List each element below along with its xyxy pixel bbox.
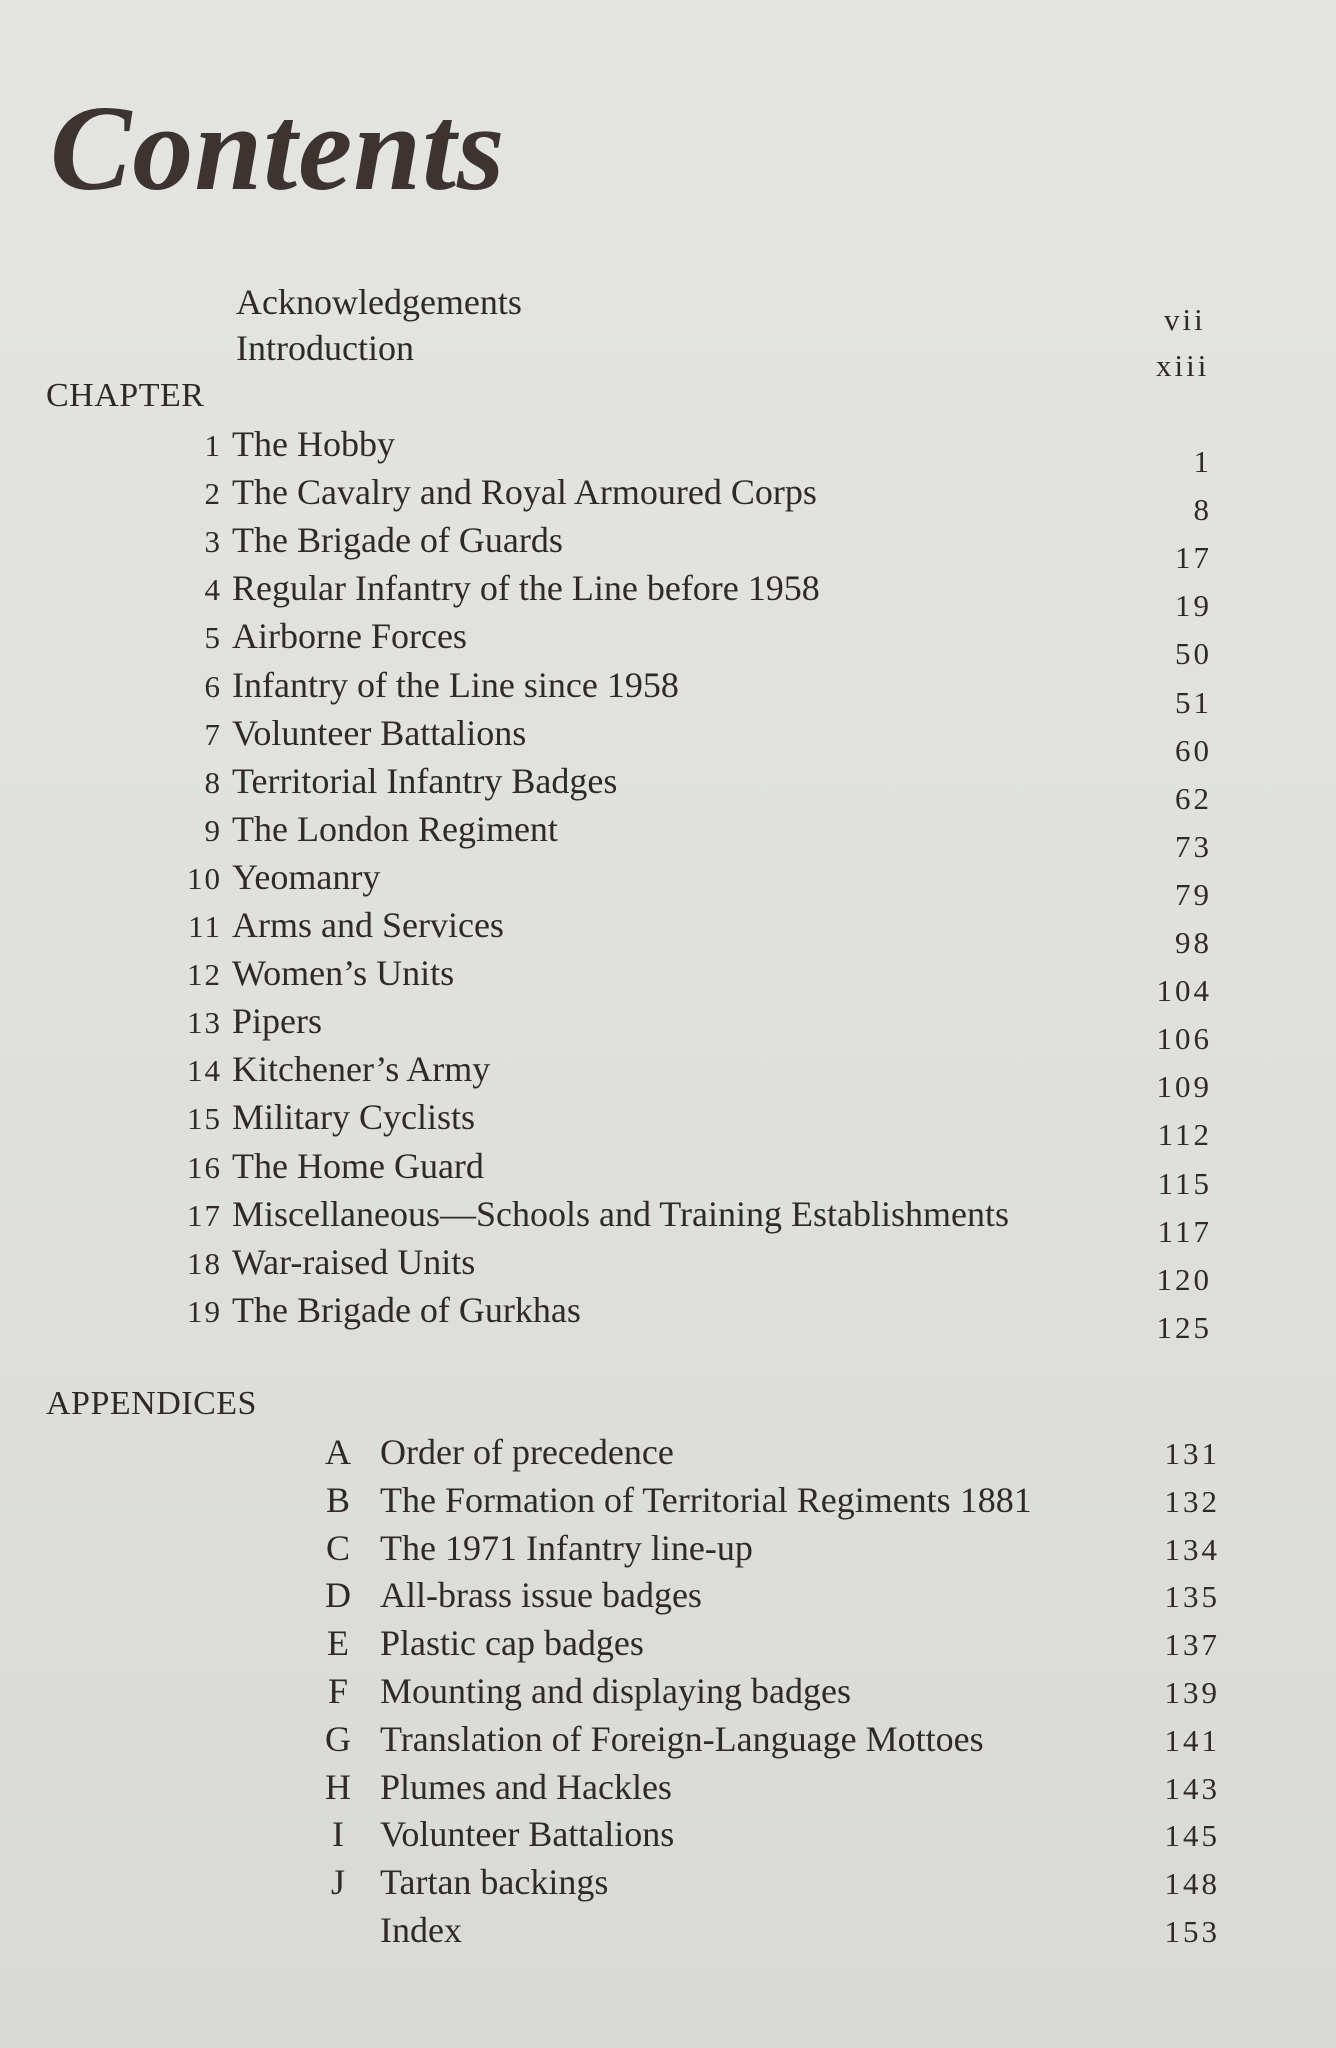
page-title: Contents <box>50 81 506 216</box>
appendix-title: Volunteer Battalions <box>380 1814 675 1854</box>
entry-page-number: xiii <box>1156 348 1210 383</box>
chapter-entry[interactable] <box>0 951 1336 995</box>
chapter-entry[interactable] <box>0 614 1336 658</box>
appendix-title: Index <box>380 1910 462 1950</box>
chapter-number: 4 <box>204 572 222 607</box>
appendix-entry[interactable] <box>0 1908 1336 1952</box>
front-matter-entry[interactable] <box>236 280 522 324</box>
chapter-entry[interactable] <box>0 1095 1336 1139</box>
chapter-title: Volunteer Battalions <box>232 713 527 753</box>
chapter-number: 5 <box>204 620 222 655</box>
appendix-page-number: 135 <box>1164 1579 1220 1614</box>
appendices-heading: APPENDICES <box>46 1385 257 1422</box>
chapter-entry[interactable] <box>0 903 1336 947</box>
appendix-entry[interactable] <box>0 1765 1336 1809</box>
chapter-title: The Brigade of Gurkhas <box>232 1290 581 1330</box>
appendix-page-number: 137 <box>1164 1627 1220 1662</box>
appendix-letter: F <box>327 1671 349 1711</box>
chapter-heading: CHAPTER <box>46 377 205 414</box>
appendix-entry[interactable] <box>0 1430 1336 1474</box>
chapter-title: Airborne Forces <box>232 616 467 656</box>
chapter-page-number: 125 <box>1156 1310 1212 1345</box>
chapter-page-number: 79 <box>1175 877 1212 912</box>
chapter-number: 8 <box>204 765 222 800</box>
chapter-title: Regular Infantry of the Line before 1958 <box>232 568 820 608</box>
chapter-number: 14 <box>187 1053 222 1088</box>
chapter-entry[interactable] <box>0 518 1336 562</box>
chapter-title: Territorial Infantry Badges <box>232 761 618 801</box>
appendix-title: Order of precedence <box>380 1432 674 1472</box>
chapter-number: 16 <box>187 1150 222 1185</box>
chapter-title: Arms and Services <box>232 905 504 945</box>
appendix-page-number: 148 <box>1164 1866 1220 1901</box>
appendix-title: Plastic cap badges <box>380 1623 644 1663</box>
chapter-entry[interactable] <box>0 1047 1336 1091</box>
chapter-title: The Hobby <box>232 424 395 464</box>
chapter-number: 18 <box>187 1246 222 1281</box>
chapter-page-number: 117 <box>1157 1214 1212 1249</box>
appendix-letter: B <box>325 1480 350 1520</box>
chapter-page-number: 17 <box>1175 540 1212 575</box>
chapter-title: Kitchener’s Army <box>232 1049 491 1089</box>
chapter-entry[interactable] <box>0 470 1336 514</box>
chapter-title: War-raised Units <box>232 1242 476 1282</box>
chapter-title: Military Cyclists <box>232 1097 475 1137</box>
appendix-entry[interactable] <box>0 1812 1336 1856</box>
appendix-entry[interactable] <box>0 1573 1336 1617</box>
appendix-page-number: 141 <box>1164 1723 1220 1758</box>
chapter-number: 3 <box>204 524 222 559</box>
appendix-entry[interactable] <box>0 1621 1336 1665</box>
appendix-entry[interactable] <box>0 1669 1336 1713</box>
appendix-page-number: 134 <box>1164 1532 1220 1567</box>
chapter-number: 17 <box>187 1198 222 1233</box>
appendix-letter: J <box>330 1862 345 1902</box>
chapter-page-number: 73 <box>1175 829 1212 864</box>
chapter-title: Pipers <box>232 1001 322 1041</box>
chapter-entry[interactable] <box>0 663 1336 707</box>
chapter-number: 9 <box>204 813 222 848</box>
chapter-number: 11 <box>188 909 222 944</box>
chapter-page-number: 1 <box>1193 444 1212 479</box>
chapter-page-number: 112 <box>1157 1117 1212 1152</box>
appendix-page-number: 139 <box>1164 1675 1220 1710</box>
chapter-title: The Brigade of Guards <box>232 520 563 560</box>
chapter-entry[interactable] <box>0 422 1336 466</box>
chapter-entry[interactable] <box>0 1144 1336 1188</box>
chapter-entry[interactable] <box>0 1192 1336 1236</box>
appendix-letter: D <box>325 1575 351 1615</box>
chapter-entry[interactable] <box>0 1288 1336 1332</box>
appendix-letter: C <box>325 1528 350 1568</box>
chapter-number: 12 <box>187 957 222 992</box>
appendix-page-number: 132 <box>1164 1484 1220 1519</box>
appendix-page-number: 131 <box>1164 1436 1220 1471</box>
chapter-page-number: 106 <box>1156 1021 1212 1056</box>
appendix-page-number: 145 <box>1164 1818 1220 1853</box>
chapter-page-number: 50 <box>1175 636 1212 671</box>
appendix-letter: H <box>325 1767 351 1807</box>
chapter-title: The Cavalry and Royal Armoured Corps <box>232 472 817 512</box>
chapter-title: Yeomanry <box>232 857 381 897</box>
chapter-entry[interactable] <box>0 1240 1336 1284</box>
chapter-entry[interactable] <box>0 855 1336 899</box>
chapter-entry[interactable] <box>0 807 1336 851</box>
appendix-entry[interactable] <box>0 1717 1336 1761</box>
chapter-title: Miscellaneous—Schools and Training Establishments <box>232 1194 1009 1234</box>
chapter-page-number: 104 <box>1156 973 1212 1008</box>
appendix-title: Mounting and displaying badges <box>380 1671 851 1711</box>
chapter-number: 15 <box>187 1101 222 1136</box>
chapter-title: The Home Guard <box>232 1146 484 1186</box>
entry-label: Acknowledgements <box>236 282 522 322</box>
chapter-page-number: 19 <box>1175 588 1212 623</box>
chapter-title: Women’s Units <box>232 953 455 993</box>
chapter-number: 1 <box>204 428 222 463</box>
appendix-page-number: 143 <box>1164 1771 1220 1806</box>
chapter-page-number: 60 <box>1175 733 1212 768</box>
appendix-letter: A <box>325 1432 351 1472</box>
front-matter-entry[interactable] <box>236 326 414 370</box>
appendix-title: Tartan backings <box>380 1862 609 1902</box>
appendix-page-number: 153 <box>1164 1914 1220 1949</box>
chapter-number: 13 <box>187 1005 222 1040</box>
appendix-entry[interactable] <box>0 1860 1336 1904</box>
appendix-title: The 1971 Infantry line-up <box>380 1528 753 1568</box>
chapter-number: 19 <box>187 1294 222 1329</box>
appendix-title: All-brass issue badges <box>380 1575 702 1615</box>
chapter-page-number: 62 <box>1175 781 1212 816</box>
appendix-letter: I <box>332 1814 344 1854</box>
chapter-entry[interactable] <box>0 711 1336 755</box>
appendix-letter: G <box>325 1719 351 1759</box>
chapter-page-number: 120 <box>1156 1262 1212 1297</box>
chapter-number: 2 <box>204 476 222 511</box>
chapter-title: The London Regiment <box>232 809 558 849</box>
chapter-number: 6 <box>204 669 222 704</box>
chapter-page-number: 109 <box>1156 1069 1212 1104</box>
chapter-number: 7 <box>204 717 222 752</box>
chapter-entry[interactable] <box>0 759 1336 803</box>
appendix-letter: E <box>327 1623 349 1663</box>
chapter-page-number: 8 <box>1193 492 1212 527</box>
chapter-page-number: 115 <box>1157 1166 1212 1201</box>
appendix-entry[interactable] <box>0 1478 1336 1522</box>
appendix-entry[interactable] <box>0 1526 1336 1570</box>
chapter-number: 10 <box>187 861 222 896</box>
appendix-title: Translation of Foreign-Language Mottoes <box>380 1719 984 1759</box>
chapter-page-number: 98 <box>1175 925 1212 960</box>
chapter-page-number: 51 <box>1175 685 1212 720</box>
chapter-entry[interactable] <box>0 999 1336 1043</box>
appendix-title: The Formation of Territorial Regiments 1881 <box>380 1480 1032 1520</box>
entry-page-number: vii <box>1164 302 1206 337</box>
chapter-entry[interactable] <box>0 566 1336 610</box>
appendix-title: Plumes and Hackles <box>380 1767 672 1807</box>
entry-label: Introduction <box>236 328 414 368</box>
chapter-title: Infantry of the Line since 1958 <box>232 665 679 705</box>
